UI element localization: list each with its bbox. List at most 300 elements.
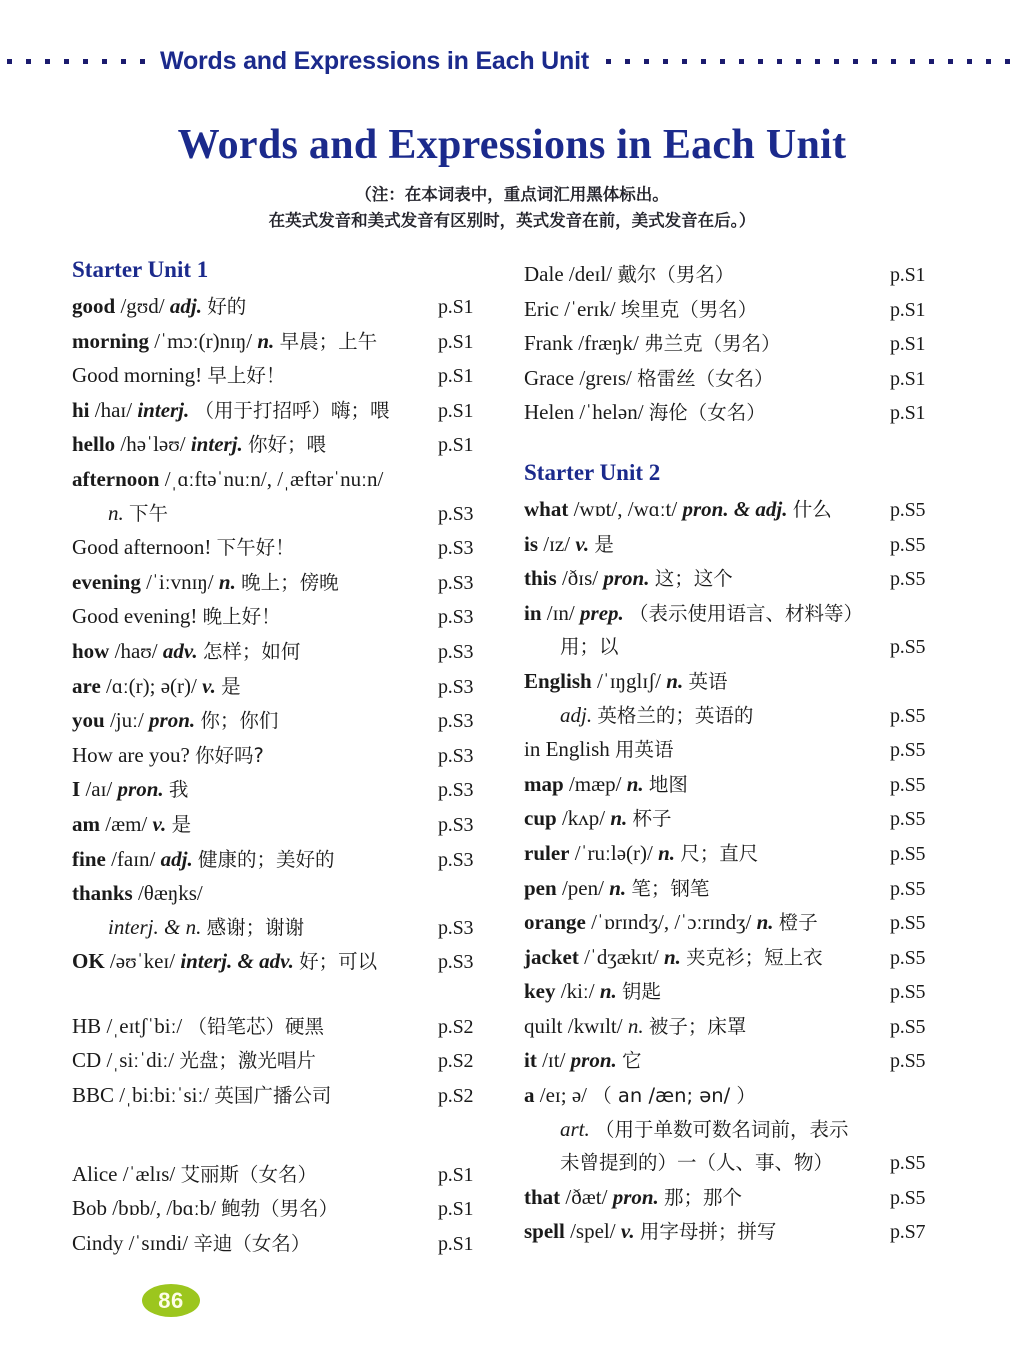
entry-part-of-speech: n. — [666, 668, 684, 693]
entry-definition: 英语 — [688, 669, 728, 693]
dictionary-entry — [524, 258, 956, 293]
header-dot-leader-right — [589, 44, 1024, 78]
dictionary-entry — [524, 562, 956, 597]
entry-pronunciation: /fræŋk/ — [578, 331, 639, 356]
entry-headword: spell — [524, 1219, 565, 1244]
entry-text — [524, 802, 890, 836]
entry-text — [524, 630, 890, 664]
entry-page-reference: p.S1 — [438, 434, 474, 457]
entry-text — [524, 1215, 890, 1249]
dictionary-entry — [524, 293, 956, 328]
entry-pronunciation: /ˈerɪk/ — [564, 296, 616, 321]
entry-text — [524, 258, 890, 292]
header-dot — [796, 59, 801, 64]
entry-headword: Bob — [72, 1196, 108, 1221]
entry-pronunciation: /ˈɪŋglɪʃ/ — [596, 668, 662, 693]
header-dot — [140, 59, 145, 64]
entry-headword: morning — [72, 328, 150, 353]
entry-pronunciation: /həˈləʊ/ — [120, 432, 186, 457]
header-dot — [644, 59, 649, 64]
entry-page-reference: p.S1 — [890, 264, 926, 286]
entry-text — [72, 739, 438, 773]
entry-text — [72, 325, 438, 359]
entry-page-reference: p.S3 — [438, 640, 474, 663]
spacer — [72, 980, 504, 1010]
entry-page-reference: p.S5 — [890, 773, 926, 796]
header-dot — [853, 59, 858, 64]
entry-pronunciation: /kiː/ — [560, 979, 595, 1004]
dictionary-entry — [524, 362, 956, 397]
entry-definition: 英国广播公司 — [214, 1084, 332, 1108]
dictionary-entry — [72, 1227, 504, 1262]
entry-pronunciation: /ˈiːvnɪŋ/ — [146, 569, 214, 594]
title-note-line-1: （注：在本词表中，重点词汇用黑体标出。 — [355, 185, 669, 205]
header-dot — [1005, 59, 1010, 64]
entry-page-reference: p.S1 — [438, 1163, 474, 1186]
entry-page-reference: p.S1 — [438, 365, 474, 388]
entry-page-reference: p.S1 — [438, 330, 474, 353]
entry-page-reference: p.S3 — [438, 710, 474, 733]
entry-text — [524, 1146, 890, 1180]
entry-definition: （ an /æn; ən/ ） — [592, 1084, 756, 1108]
entry-page-reference: p.S5 — [890, 1186, 926, 1209]
entry-text — [524, 872, 890, 906]
entry-page-reference: p.S3 — [438, 916, 474, 939]
entry-definition: 格雷丝（女名） — [637, 366, 774, 390]
entry-headword: Good evening! — [72, 604, 198, 629]
entry-definition: 弗兰克（男名） — [644, 332, 781, 356]
entry-part-of-speech: n. — [257, 328, 275, 353]
entry-page-reference: p.S5 — [890, 704, 926, 727]
entry-text — [72, 670, 438, 704]
entry-part-of-speech: interj. & adv. — [180, 949, 294, 974]
entry-headword: BBC — [72, 1083, 115, 1108]
dictionary-entry — [72, 1192, 504, 1227]
entry-text — [72, 1044, 438, 1078]
entry-text — [524, 1044, 890, 1078]
entry-definition: 橙子 — [778, 911, 818, 935]
entry-pronunciation: /haɪ/ — [94, 397, 133, 422]
entry-definition: 笔；钢笔 — [631, 876, 710, 900]
entry-text — [72, 497, 438, 531]
entry-part-of-speech: adj. — [169, 294, 202, 318]
entry-headword: Good morning! — [72, 363, 203, 388]
dictionary-entry — [72, 497, 504, 532]
page-number-badge — [142, 1284, 200, 1317]
header-dot — [777, 59, 782, 64]
title-note — [0, 182, 1024, 233]
entry-headword: am — [72, 811, 100, 836]
entry-text — [72, 843, 438, 877]
entry-pronunciation: /ˈælɪs/ — [122, 1161, 176, 1186]
entry-text — [72, 704, 438, 738]
page-title: Words and Expressions in Each Unit — [177, 122, 847, 168]
entry-definition: 是 — [594, 532, 614, 556]
entry-pronunciation: /bɒb/, /bɑːb/ — [112, 1196, 216, 1221]
entry-headword: in English — [524, 737, 610, 762]
dictionary-entry — [524, 699, 956, 734]
header-dot — [929, 59, 934, 64]
entry-text — [524, 396, 890, 430]
entry-pronunciation: /ɪz/ — [543, 531, 571, 556]
entry-page-reference: p.S5 — [890, 842, 926, 865]
header-dot — [83, 59, 88, 64]
dictionary-entry — [524, 1010, 956, 1045]
header-dot — [948, 59, 953, 64]
header-dot — [625, 59, 630, 64]
dictionary-entry — [72, 290, 504, 325]
dictionary-entry — [524, 906, 956, 941]
entry-definition: （用于单数可数名词前，表示 — [595, 1117, 849, 1141]
dictionary-entry — [524, 872, 956, 907]
header-dot — [720, 59, 725, 64]
dictionary-entry — [524, 493, 956, 528]
entry-headword: cup — [524, 806, 557, 831]
dictionary-entry — [524, 1181, 956, 1216]
entry-headword: map — [524, 771, 564, 796]
entry-pronunciation: /kʌp/ — [561, 806, 606, 831]
entry-definition: 你；你们 — [200, 709, 279, 733]
entry-headword: CD — [72, 1048, 102, 1073]
entry-headword: Frank — [524, 331, 573, 356]
entry-text — [524, 1181, 890, 1215]
entry-pronunciation: /ˈruːlə(r)/ — [574, 840, 653, 865]
entry-headword: you — [72, 708, 105, 733]
header-dot — [872, 59, 877, 64]
dictionary-entry — [524, 597, 956, 631]
dictionary-entry — [524, 327, 956, 362]
dictionary-entry — [524, 802, 956, 837]
entry-text — [72, 463, 438, 497]
dictionary-entry — [524, 1044, 956, 1079]
entry-pronunciation: /kwɪlt/ — [567, 1013, 623, 1038]
entry-headword: this — [524, 566, 557, 591]
entry-text — [524, 493, 890, 527]
entry-definition: 尺；直尺 — [680, 841, 759, 865]
entry-text — [72, 1010, 438, 1044]
entry-page-reference: p.S2 — [438, 1015, 474, 1038]
entry-page-reference: p.S3 — [438, 813, 474, 836]
entry-headword: hi — [72, 397, 90, 422]
entry-page-reference: p.S5 — [890, 981, 926, 1004]
header-dot — [663, 59, 668, 64]
entry-definition: 你好；喂 — [248, 433, 327, 457]
entry-headword: good — [72, 294, 116, 318]
entry-text — [524, 562, 890, 596]
entry-pronunciation: /gʊd/ — [120, 294, 165, 318]
entry-definition: 埃里克（男名） — [620, 297, 758, 321]
dictionary-entry — [524, 768, 956, 803]
entry-page-reference: p.S1 — [890, 298, 926, 321]
entry-pronunciation: /haʊ/ — [114, 638, 158, 663]
right-column — [524, 258, 956, 1250]
entry-page-reference: p.S3 — [438, 571, 474, 594]
entry-page-reference: p.S5 — [890, 912, 926, 935]
entry-page-reference: p.S2 — [438, 1050, 474, 1073]
dictionary-entry — [72, 428, 504, 463]
dictionary-entry — [524, 1146, 956, 1181]
entry-definition: 晚上好！ — [202, 605, 281, 629]
entry-part-of-speech: n. — [658, 840, 676, 865]
entry-pronunciation: /ðæt/ — [565, 1184, 608, 1209]
entry-definition: （铅笔芯）硬黑 — [187, 1014, 325, 1038]
right-entry-group-unit2 — [524, 493, 956, 1250]
entry-headword: key — [524, 979, 556, 1004]
entry-text — [524, 906, 890, 940]
entry-definition: 夹克衫；短上衣 — [686, 945, 823, 969]
dictionary-entry — [72, 843, 504, 878]
header-dot-leader-left — [0, 44, 160, 78]
dictionary-entry — [72, 1044, 504, 1079]
entry-part-of-speech: interj. — [137, 397, 190, 422]
dictionary-entry — [72, 739, 504, 774]
entry-text — [72, 290, 438, 324]
entry-text — [524, 362, 890, 396]
entry-text — [72, 428, 438, 462]
entry-page-reference: p.S3 — [438, 779, 474, 802]
entry-definition: 什么 — [792, 497, 832, 521]
entry-definition: 这；这个 — [654, 567, 733, 591]
entry-definition: 英格兰的；英语的 — [597, 703, 754, 727]
entry-definition: 我 — [168, 778, 189, 802]
entry-definition: （用于打招呼）嗨；喂 — [194, 398, 390, 422]
entry-part-of-speech: n. — [108, 500, 124, 525]
entry-definition: 鲍勃（男名） — [221, 1197, 339, 1221]
entry-definition: 是 — [171, 812, 192, 836]
entry-pronunciation: /spel/ — [570, 1219, 616, 1244]
entry-page-reference: p.S1 — [890, 333, 926, 356]
entry-text — [72, 911, 438, 945]
entry-headword: that — [524, 1184, 561, 1209]
entry-headword: I — [72, 777, 81, 802]
entry-pronunciation: /ˈhelən/ — [579, 400, 644, 425]
entry-part-of-speech: interj. — [190, 432, 243, 457]
header-dot — [64, 59, 69, 64]
entry-page-reference: p.S7 — [890, 1221, 926, 1244]
entry-page-reference: p.S2 — [438, 1085, 474, 1108]
header-dot — [815, 59, 820, 64]
entry-page-reference: p.S1 — [438, 1232, 474, 1255]
header-dot — [910, 59, 915, 64]
entry-page-reference: p.S1 — [890, 402, 926, 425]
word-list-columns — [0, 258, 1024, 1298]
entry-headword: it — [524, 1048, 537, 1073]
dictionary-entry — [72, 325, 504, 360]
entry-text — [72, 600, 438, 634]
entry-page-reference: p.S1 — [438, 296, 474, 318]
entry-text — [524, 1010, 890, 1044]
entry-text — [524, 941, 890, 975]
unit-heading-starter-2: Starter Unit 2 — [524, 459, 661, 485]
title-block — [0, 122, 1024, 233]
entry-definition: 被子；床罩 — [648, 1014, 747, 1038]
entry-definition: 健康的；美好的 — [198, 847, 335, 871]
entry-headword: Alice — [72, 1161, 118, 1186]
entry-pronunciation: /ˌsiːˈdiː/ — [106, 1048, 175, 1073]
entry-headword: what — [524, 496, 569, 521]
dictionary-entry — [72, 1158, 504, 1193]
header-dot — [758, 59, 763, 64]
entry-pronunciation: /ɪn/ — [546, 600, 575, 625]
entry-headword: quilt — [524, 1013, 563, 1038]
entry-headword: a — [524, 1083, 535, 1108]
dictionary-entry — [524, 396, 956, 431]
header-dot — [682, 59, 687, 64]
entry-text — [524, 975, 890, 1009]
running-header — [0, 44, 1024, 78]
entry-definition: 好；可以 — [299, 950, 378, 974]
header-dot — [986, 59, 991, 64]
entry-pronunciation: /faɪn/ — [111, 846, 156, 871]
entry-part-of-speech: n. — [627, 1013, 644, 1038]
dictionary-entry — [72, 1079, 504, 1114]
entry-definition: 下午好！ — [216, 536, 295, 560]
entry-text — [72, 1192, 438, 1226]
entry-text — [72, 359, 438, 393]
entry-text — [524, 293, 890, 327]
dictionary-entry — [524, 975, 956, 1010]
entry-definition: 你好吗? — [195, 743, 264, 767]
entry-definition: 海伦（女名） — [648, 401, 766, 425]
entry-headword: hello — [72, 432, 116, 457]
header-dot — [102, 59, 107, 64]
entry-definition: 艾丽斯（女名） — [180, 1162, 318, 1186]
entry-definition: 早晨；上午 — [279, 329, 378, 353]
entry-definition: 用字母拼；拼写 — [639, 1220, 777, 1244]
header-dot — [121, 59, 126, 64]
page-number: 86 — [158, 1287, 184, 1313]
entry-text — [72, 531, 438, 565]
entry-pronunciation: /θæŋks/ — [137, 881, 203, 906]
dictionary-entry — [72, 635, 504, 670]
entry-text — [524, 733, 890, 767]
entry-part-of-speech: n. — [663, 944, 681, 969]
entry-page-reference: p.S5 — [890, 808, 926, 831]
entry-definition: 未曾提到的）一（人、事、物） — [560, 1151, 834, 1175]
entry-text — [524, 597, 890, 631]
entry-headword: Eric — [524, 296, 559, 321]
entry-definition: 是 — [221, 674, 241, 698]
entry-part-of-speech: pron. & adj. — [682, 496, 788, 521]
entry-page-reference: p.S5 — [890, 1152, 926, 1175]
entry-page-reference: p.S3 — [438, 537, 474, 560]
header-dot — [606, 59, 611, 64]
entry-headword: is — [524, 531, 539, 556]
header-dot — [7, 59, 12, 64]
entry-part-of-speech: n. — [610, 806, 628, 831]
entry-part-of-speech: prep. — [580, 600, 624, 625]
entry-pronunciation: /ðɪs/ — [561, 566, 599, 591]
entry-page-reference: p.S1 — [890, 367, 926, 390]
entry-text — [524, 1113, 890, 1147]
entry-page-reference: p.S5 — [890, 1050, 926, 1073]
entry-headword: fine — [72, 846, 106, 871]
running-header-title: Words and Expressions in Each Unit — [160, 46, 589, 75]
right-entry-group-names — [524, 258, 956, 431]
entry-page-reference: p.S1 — [438, 1198, 474, 1221]
entry-page-reference: p.S3 — [438, 848, 474, 871]
entry-part-of-speech: v. — [152, 811, 167, 836]
entry-part-of-speech: adv. — [162, 638, 198, 663]
entry-part-of-speech: v. — [202, 673, 216, 698]
entry-definition: 它 — [622, 1049, 642, 1073]
entry-text — [72, 635, 438, 669]
entry-part-of-speech: interj. & n. — [108, 914, 202, 939]
entry-page-reference: p.S3 — [438, 951, 474, 974]
entry-page-reference: p.S5 — [890, 946, 926, 969]
entry-part-of-speech: pron. — [570, 1048, 617, 1073]
entry-definition: 用；以 — [560, 635, 619, 659]
entry-page-reference: p.S5 — [890, 498, 926, 521]
header-dot — [967, 59, 972, 64]
header-dot — [701, 59, 706, 64]
entry-part-of-speech: n. — [609, 875, 627, 900]
entry-page-reference: p.S3 — [438, 675, 474, 698]
left-entry-group-abbreviations — [72, 1010, 504, 1114]
entry-text — [524, 837, 890, 871]
dictionary-entry — [524, 941, 956, 976]
entry-pronunciation: /greɪs/ — [579, 365, 632, 390]
entry-part-of-speech: v. — [575, 531, 590, 556]
entry-headword: How are you? — [72, 742, 190, 767]
entry-definition: 戴尔（男名） — [617, 263, 735, 286]
entry-pronunciation: /juː/ — [109, 708, 144, 733]
entry-page-reference: p.S1 — [438, 399, 474, 422]
entry-pronunciation: /eɪ; ə/ — [539, 1083, 587, 1108]
dictionary-entry — [524, 665, 956, 699]
dictionary-entry — [524, 733, 956, 768]
entry-headword: HB — [72, 1013, 102, 1038]
dictionary-entry — [524, 528, 956, 563]
entry-pronunciation: /mæp/ — [568, 771, 622, 796]
entry-text — [524, 528, 890, 562]
entry-pronunciation: /aɪ/ — [85, 777, 113, 802]
dictionary-entry — [72, 773, 504, 808]
entry-definition: 钥匙 — [622, 980, 662, 1004]
dictionary-entry — [72, 670, 504, 705]
header-dot — [45, 59, 50, 64]
entry-definition: 用英语 — [615, 738, 674, 762]
entry-text — [72, 877, 438, 911]
entry-page-reference: p.S5 — [890, 1015, 926, 1038]
entry-part-of-speech: n. — [626, 771, 644, 796]
dictionary-entry — [72, 463, 504, 497]
spacer — [72, 1114, 504, 1158]
dictionary-entry — [72, 600, 504, 635]
entry-text — [524, 699, 890, 733]
dictionary-entry — [72, 877, 504, 911]
entry-text — [524, 665, 890, 699]
entry-part-of-speech: pron. — [149, 708, 196, 733]
title-note-line-2: 在英式发音和美式发音有区别时，英式发音在前，美式发音在后。） — [268, 210, 756, 230]
entry-definition: 杯子 — [632, 807, 672, 831]
entry-pronunciation: /ˈdʒækɪt/ — [584, 944, 659, 969]
entry-part-of-speech: n. — [756, 910, 774, 935]
entry-part-of-speech: pron. — [612, 1184, 659, 1209]
entry-definition: 光盘；激光唱片 — [179, 1049, 316, 1073]
entry-text — [524, 1079, 890, 1113]
dictionary-entry — [72, 945, 504, 980]
entry-headword: Grace — [524, 365, 575, 390]
spacer — [524, 431, 956, 461]
entry-page-reference: p.S3 — [438, 502, 474, 525]
entry-definition: （表示使用语言、材料等） — [629, 601, 864, 625]
dictionary-entry — [72, 704, 504, 739]
entry-pronunciation: /ɑː(r); ə(r)/ — [106, 673, 197, 698]
dictionary-entry — [72, 911, 504, 946]
entry-definition: 辛迪（女名） — [193, 1231, 311, 1255]
entry-headword: Cindy — [72, 1230, 124, 1255]
